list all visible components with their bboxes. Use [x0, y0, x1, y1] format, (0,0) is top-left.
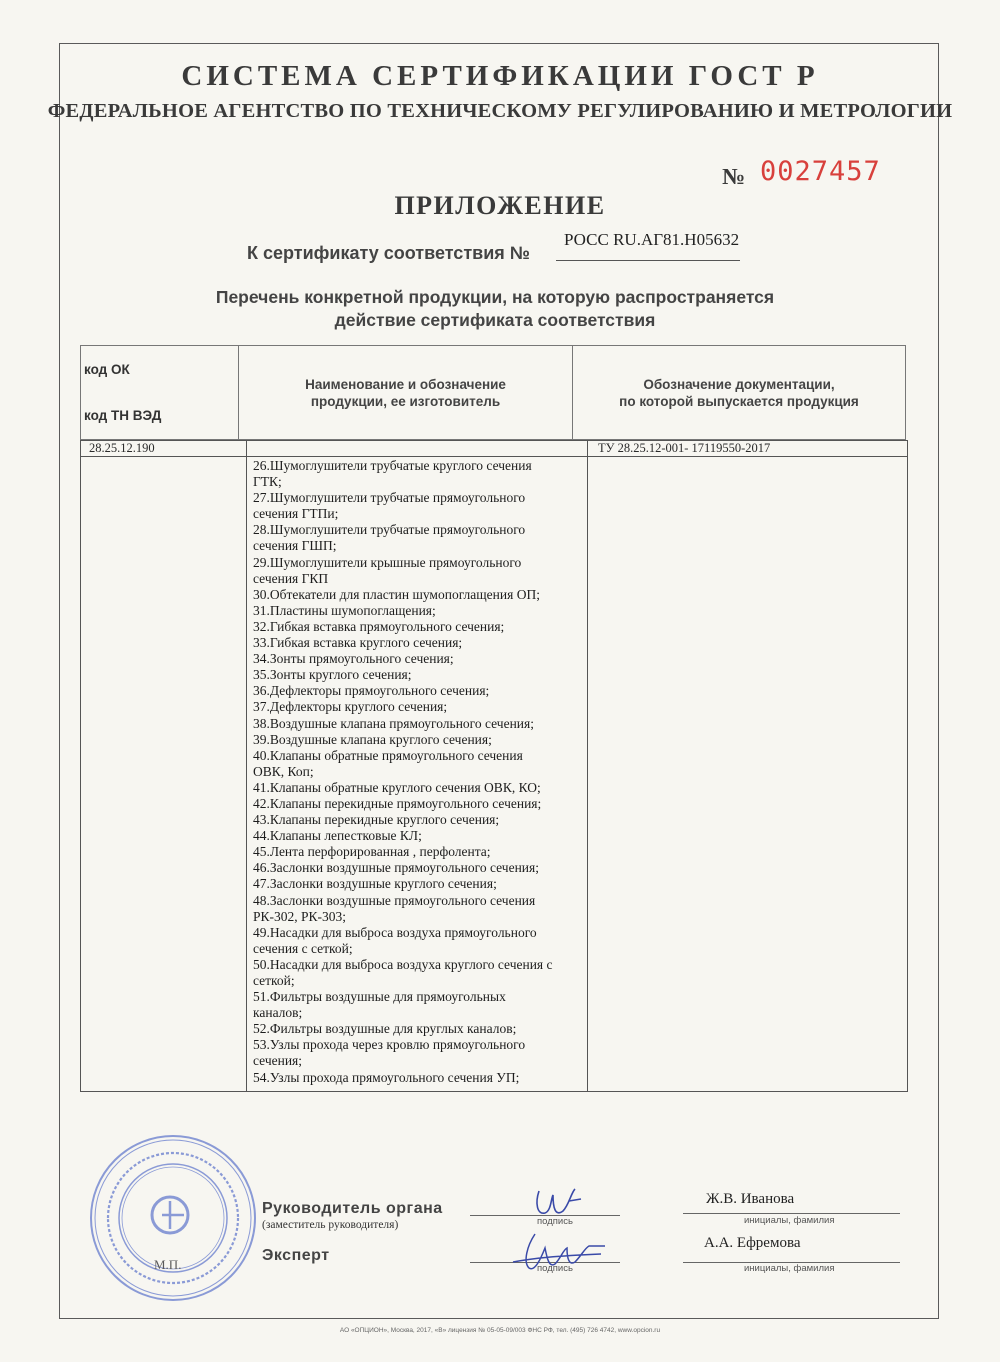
list-item: сечения с сеткой; — [253, 940, 353, 956]
page-title: ПРИЛОЖЕНИЕ — [394, 191, 606, 220]
list-item: 44.Клапаны лепестковые КЛ; — [253, 828, 422, 844]
list-item: 43.Клапаны перекидные круглого сечения; — [253, 812, 500, 828]
certificate-number: РОСС RU.АГ81.Н05632 — [564, 230, 740, 249]
expert-label: Эксперт — [262, 1247, 330, 1264]
list-item: 48.Заслонки воздушные прямоугольного сечения — [253, 892, 536, 908]
header-name-line1: Наименование и обозначение — [305, 376, 506, 392]
head-signature — [525, 1183, 595, 1223]
expert-name: А.А. Ефремова — [704, 1235, 801, 1251]
list-title — [0, 286, 990, 332]
product-doc: ТУ 28.25.12-001- 17119550-2017 — [588, 441, 908, 457]
list-item: 29.Шумоглушители крышные прямоугольного — [253, 554, 522, 570]
head-sublabel: (заместитель руководителя) — [262, 1219, 399, 1231]
list-item: 46.Заслонки воздушные прямоугольного сечения; — [253, 860, 539, 876]
list-item: 42.Клапаны перекидные прямоугольного сечения; — [253, 795, 542, 811]
system-title: СИСТЕМА СЕРТИФИКАЦИИ ГОСТ Р — [181, 60, 819, 92]
header-code-tn: код ТН ВЭД — [84, 408, 162, 423]
header-code-ok: код ОК — [84, 362, 130, 377]
product-list — [247, 457, 588, 1092]
list-item: 34.Зонты прямоугольного сечения; — [253, 651, 454, 667]
product-name-header-gap — [247, 441, 588, 457]
list-item: 33.Гибкая вставка круглого сечения; — [253, 635, 463, 651]
list-item: 32.Гибкая вставка прямоугольного сечения; — [253, 618, 505, 634]
header-doc-cell — [573, 346, 906, 440]
list-item: сечения ГТПи; — [253, 506, 339, 522]
footer-imprint: АО «ОПЦИОН», Москва, 2017, «В» лицензия № 05-05-09/003 ФНС РФ, тел. (495) 726 4742, www.opcion.ru — [339, 1327, 661, 1334]
list-item: 53.Узлы прохода через кровлю прямоугольного — [253, 1037, 526, 1053]
list-item: 41.Клапаны обратные круглого сечения ОВК, КО; — [253, 779, 541, 795]
list-item: 40.Клапаны обратные прямоугольного сечения — [253, 747, 523, 763]
list-item: 37.Дефлекторы круглого сечения; — [253, 699, 448, 715]
stamp-seal — [88, 1133, 258, 1303]
expert-signature — [505, 1228, 615, 1278]
list-item: 52.Фильтры воздушные для круглых каналов; — [253, 1021, 517, 1037]
list-item: 51.Фильтры воздушные для прямоугольных — [253, 989, 506, 1005]
certificate-number-line — [556, 260, 740, 261]
head-name-line — [683, 1213, 900, 1214]
list-item: 47.Заслонки воздушные круглого сечения; — [253, 876, 497, 892]
head-label: Руководитель органа — [262, 1200, 443, 1217]
list-item: 36.Дефлекторы прямоугольного сечения; — [253, 683, 490, 699]
product-table — [80, 440, 908, 1092]
list-item: ГТК; — [253, 474, 282, 490]
agency-title: ФЕДЕРАЛЬНОЕ АГЕНТСТВО ПО ТЕХНИЧЕСКОМУ РЕГУЛИРОВАНИЮ И МЕТРОЛОГИИ — [47, 100, 953, 122]
list-item: 54.Узлы прохода прямоугольного сечения УП; — [253, 1069, 520, 1085]
list-item: сечения ГКП — [253, 570, 329, 586]
list-item: сеткой; — [253, 973, 295, 988]
list-item: 31.Пластины шумопоглащения; — [253, 602, 436, 618]
list-item: 28.Шумоглушители трубчатые прямоугольного — [253, 522, 526, 538]
table-header — [80, 345, 906, 440]
expert-sign-caption: подпись — [537, 1263, 573, 1274]
header-doc-line1: Обозначение документации, — [643, 376, 835, 392]
list-item: 49.Насадки для выброса воздуха прямоугольного — [253, 924, 537, 940]
number-label: № — [722, 164, 746, 189]
header-code-cell — [81, 346, 239, 440]
certificate-label: К сертификату соответствия № — [247, 243, 530, 263]
head-name: Ж.В. Иванова — [706, 1191, 795, 1207]
head-name-caption: инициалы, фамилия — [744, 1215, 835, 1226]
list-item: ОВК, Коп; — [253, 763, 314, 779]
list-item: 26.Шумоглушители трубчатые круглого сечения — [253, 458, 532, 473]
product-code: 28.25.12.190 — [81, 441, 247, 457]
header-name-cell — [239, 346, 573, 440]
list-item: 50.Насадки для выброса воздуха круглого сечения с — [253, 956, 553, 972]
list-item: 38.Воздушные клапана прямоугольного сечения; — [253, 715, 534, 731]
empty-code-cell — [81, 457, 247, 1092]
list-title-line1: Перечень конкретной продукции, на которую распространяется — [215, 287, 775, 307]
empty-doc-cell — [588, 457, 908, 1092]
list-item: 27.Шумоглушители трубчатые прямоугольного — [253, 490, 526, 506]
expert-name-caption: инициалы, фамилия — [744, 1263, 835, 1274]
list-item: 35.Зонты круглого сечения; — [253, 667, 412, 683]
list-item: 30.Обтекатели для пластин шумопоглащения ОП; — [253, 586, 540, 602]
list-item: сечения ГШП; — [253, 538, 337, 554]
stamp-label: М.П. — [154, 1257, 182, 1272]
list-item: 39.Воздушные клапана круглого сечения; — [253, 731, 492, 747]
list-item: РК-302, РК-303; — [253, 908, 347, 924]
head-sign-caption: подпись — [537, 1216, 573, 1227]
header-name-line2: продукции, ее изготовитель — [310, 393, 501, 409]
form-number: 0027457 — [760, 156, 881, 187]
list-item: 45.Лента перфорированная , перфолента; — [253, 844, 491, 860]
list-title-line2: действие сертификата соответствия — [334, 310, 656, 330]
list-item: каналов; — [253, 1005, 303, 1021]
header-doc-line2: по которой выпускается продукция — [619, 393, 859, 409]
list-item: сечения; — [253, 1053, 303, 1069]
